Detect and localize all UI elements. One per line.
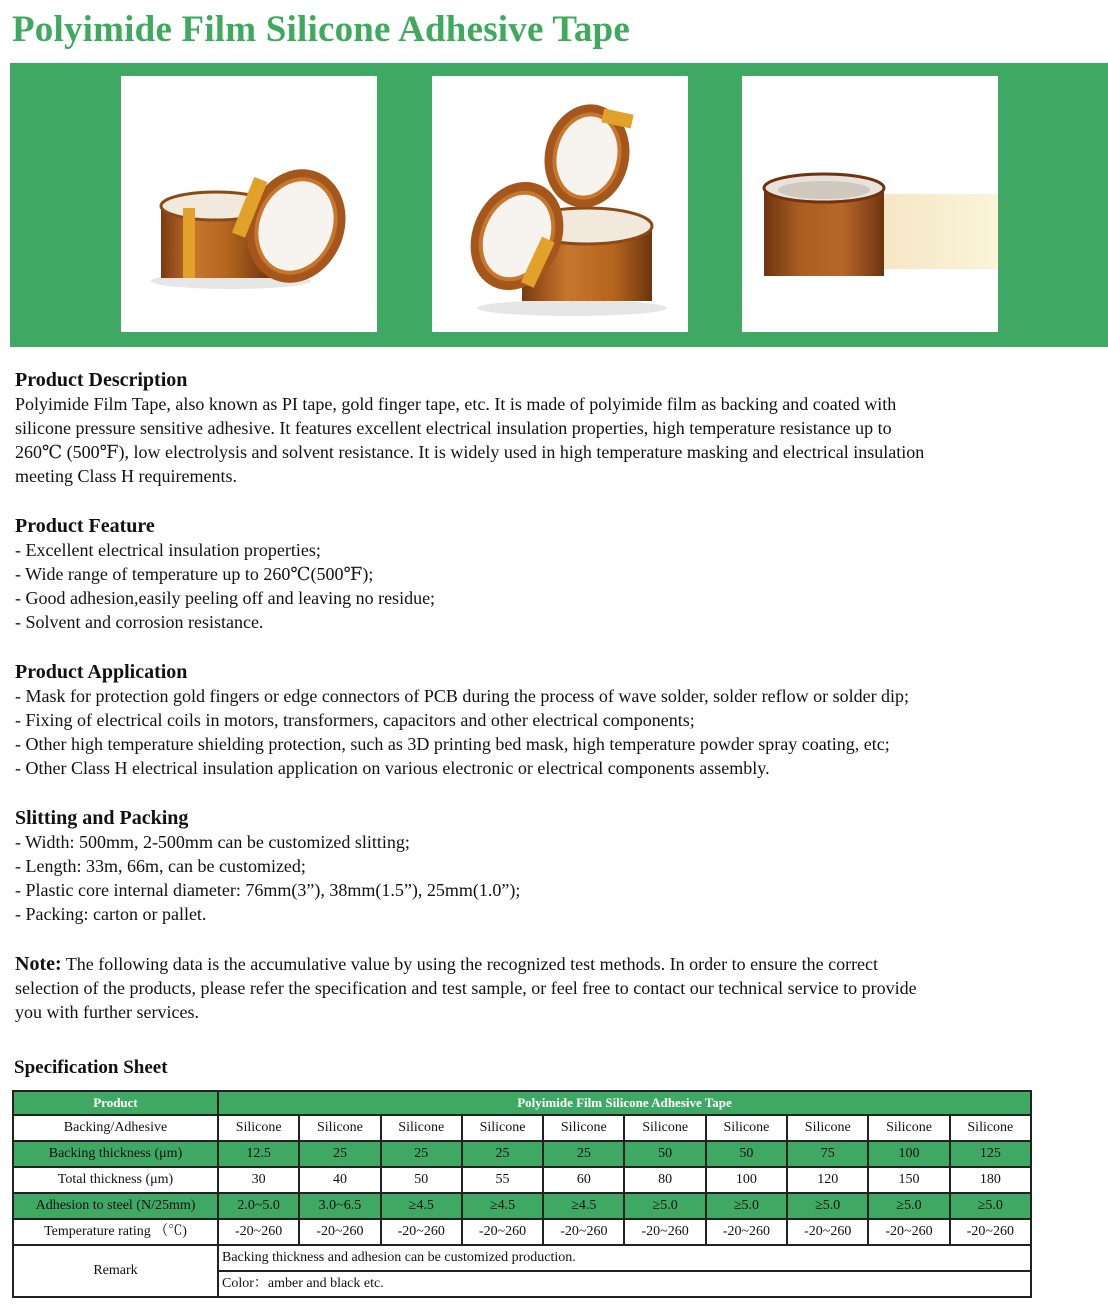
description-line: silicone pressure sensitive adhesive. It features excellent electrical insulation properties, high temperature resistance up to bbox=[15, 418, 892, 438]
table-cell: 100 bbox=[706, 1167, 787, 1193]
remark-line: Backing thickness and adhesion can be customized production. bbox=[218, 1245, 1031, 1271]
table-cell: Silicone bbox=[462, 1115, 543, 1141]
table-cell: Silicone bbox=[787, 1115, 868, 1141]
table-cell: ≥5.0 bbox=[787, 1193, 868, 1219]
table-cell: 40 bbox=[299, 1167, 380, 1193]
table-cell: ≥5.0 bbox=[706, 1193, 787, 1219]
table-cell: ≥4.5 bbox=[543, 1193, 624, 1219]
table-row bbox=[13, 1245, 1031, 1271]
table-row bbox=[13, 1167, 1031, 1193]
table-cell: ≥5.0 bbox=[950, 1193, 1031, 1219]
product-description-section bbox=[15, 368, 1095, 488]
table-cell: Silicone bbox=[868, 1115, 949, 1141]
note-line: you with further services. bbox=[15, 1002, 199, 1022]
table-cell: Silicone bbox=[218, 1115, 299, 1141]
table-cell: ≥4.5 bbox=[462, 1193, 543, 1219]
list-item: - Packing: carton or pallet. bbox=[15, 904, 207, 924]
section-heading: Product Feature bbox=[15, 515, 155, 537]
table-cell: ≥5.0 bbox=[868, 1193, 949, 1219]
table-cell: Silicone bbox=[381, 1115, 462, 1141]
remark-label: Remark bbox=[13, 1245, 218, 1297]
note-text: The following data is the accumulative value by using the recognized test methods. In order to ensure the correct bbox=[61, 954, 879, 974]
row-label: Temperature rating （℃) bbox=[13, 1219, 218, 1245]
table-cell: 55 bbox=[462, 1167, 543, 1193]
two-tape-rolls-photo bbox=[121, 76, 377, 332]
table-cell: -20~260 bbox=[624, 1219, 705, 1245]
list-item: - Length: 33m, 66m, can be customized; bbox=[15, 856, 306, 876]
table-cell: 25 bbox=[462, 1141, 543, 1167]
list-item: - Good adhesion,easily peeling off and leaving no residue; bbox=[15, 588, 436, 608]
description-line: meeting Class H requirements. bbox=[15, 466, 237, 486]
table-cell: 150 bbox=[868, 1167, 949, 1193]
note-line bbox=[15, 952, 1095, 976]
list-item: - Other Class H electrical insulation application on various electronic or electrical components assembly. bbox=[15, 758, 770, 778]
table-cell: -20~260 bbox=[543, 1219, 624, 1245]
product-name-cell: Polyimide Film Silicone Adhesive Tape bbox=[218, 1091, 1031, 1115]
table-cell: 12.5 bbox=[218, 1141, 299, 1167]
product-application-section bbox=[15, 660, 1095, 780]
table-cell: 60 bbox=[543, 1167, 624, 1193]
row-label: Backing thickness (μm) bbox=[13, 1141, 218, 1167]
table-cell: -20~260 bbox=[462, 1219, 543, 1245]
specification-table bbox=[12, 1090, 1032, 1298]
table-cell: Silicone bbox=[706, 1115, 787, 1141]
tape-stack-icon bbox=[432, 76, 688, 332]
list-item: - Wide range of temperature up to 260℃(500℉); bbox=[15, 564, 374, 584]
list-item: - Fixing of electrical coils in motors, transformers, capacitors and other electrical components; bbox=[15, 710, 695, 730]
product-image-banner bbox=[10, 63, 1108, 347]
table-cell: -20~260 bbox=[950, 1219, 1031, 1245]
note-section bbox=[15, 952, 1095, 1024]
table-cell: 120 bbox=[787, 1167, 868, 1193]
table-cell: -20~260 bbox=[299, 1219, 380, 1245]
table-cell: Silicone bbox=[543, 1115, 624, 1141]
table-cell: -20~260 bbox=[706, 1219, 787, 1245]
row-label: Backing/Adhesive bbox=[13, 1115, 218, 1141]
section-heading: Product Description bbox=[15, 369, 188, 391]
note-label: Note: bbox=[15, 953, 62, 975]
table-cell: 50 bbox=[706, 1141, 787, 1167]
row-label: Total thickness (μm) bbox=[13, 1167, 218, 1193]
row-label: Adhesion to steel (N/25mm) bbox=[13, 1193, 218, 1219]
unrolled-tape-photo bbox=[742, 76, 998, 332]
list-item: - Solvent and corrosion resistance. bbox=[15, 612, 264, 632]
table-cell: 25 bbox=[299, 1141, 380, 1167]
table-cell: 50 bbox=[381, 1167, 462, 1193]
description-line: Polyimide Film Tape, also known as PI tape, gold finger tape, etc. It is made of polyimide film as backing and coated with bbox=[15, 394, 897, 414]
section-heading: Product Application bbox=[15, 661, 188, 683]
stacked-tape-rolls-photo bbox=[432, 76, 688, 332]
table-cell: -20~260 bbox=[868, 1219, 949, 1245]
table-cell: 25 bbox=[381, 1141, 462, 1167]
list-item: - Excellent electrical insulation properties; bbox=[15, 540, 321, 560]
tape-unroll-icon bbox=[742, 76, 998, 332]
slitting-packing-section bbox=[15, 806, 1095, 926]
table-cell: 30 bbox=[218, 1167, 299, 1193]
table-row bbox=[13, 1219, 1031, 1245]
product-feature-section bbox=[15, 514, 1095, 634]
note-line: selection of the products, please refer the specification and test sample, or feel free to contact our technical service to provide bbox=[15, 978, 917, 998]
table-cell: ≥4.5 bbox=[381, 1193, 462, 1219]
table-cell: 3.0~6.5 bbox=[299, 1193, 380, 1219]
table-cell: -20~260 bbox=[218, 1219, 299, 1245]
remark-line: Color：amber and black etc. bbox=[218, 1271, 1031, 1297]
table-cell: Silicone bbox=[624, 1115, 705, 1141]
list-item: - Mask for protection gold fingers or edge connectors of PCB during the process of wave solder, solder reflow or solder dip; bbox=[15, 686, 910, 706]
list-item: - Other high temperature shielding protection, such as 3D printing bed mask, high temperature powder spray coating, etc; bbox=[15, 734, 890, 754]
table-cell: -20~260 bbox=[381, 1219, 462, 1245]
table-header-row bbox=[13, 1091, 1031, 1115]
page-title: Polyimide Film Silicone Adhesive Tape bbox=[12, 9, 630, 50]
table-cell: 80 bbox=[624, 1167, 705, 1193]
table-cell: 50 bbox=[624, 1141, 705, 1167]
table-cell: 25 bbox=[543, 1141, 624, 1167]
table-row bbox=[13, 1115, 1031, 1141]
product-header-cell: Product bbox=[13, 1091, 218, 1115]
table-cell: Silicone bbox=[950, 1115, 1031, 1141]
table-cell: -20~260 bbox=[787, 1219, 868, 1245]
table-row bbox=[13, 1141, 1031, 1167]
table-cell: ≥5.0 bbox=[624, 1193, 705, 1219]
section-heading: Slitting and Packing bbox=[15, 807, 189, 829]
table-cell: 180 bbox=[950, 1167, 1031, 1193]
table-row bbox=[13, 1193, 1031, 1219]
list-item: - Width: 500mm, 2-500mm can be customized slitting; bbox=[15, 832, 410, 852]
table-cell: 125 bbox=[950, 1141, 1031, 1167]
list-item: - Plastic core internal diameter: 76mm(3”), 38mm(1.5”), 25mm(1.0”); bbox=[15, 880, 521, 900]
table-cell: 2.0~5.0 bbox=[218, 1193, 299, 1219]
table-cell: Silicone bbox=[299, 1115, 380, 1141]
description-line: 260℃ (500℉), low electrolysis and solvent resistance. It is widely used in high temperature masking and electrical insulation bbox=[15, 442, 925, 462]
table-cell: 75 bbox=[787, 1141, 868, 1167]
spec-sheet-heading: Specification Sheet bbox=[14, 1057, 168, 1078]
table-cell: 100 bbox=[868, 1141, 949, 1167]
tape-rolls-icon bbox=[121, 76, 377, 332]
